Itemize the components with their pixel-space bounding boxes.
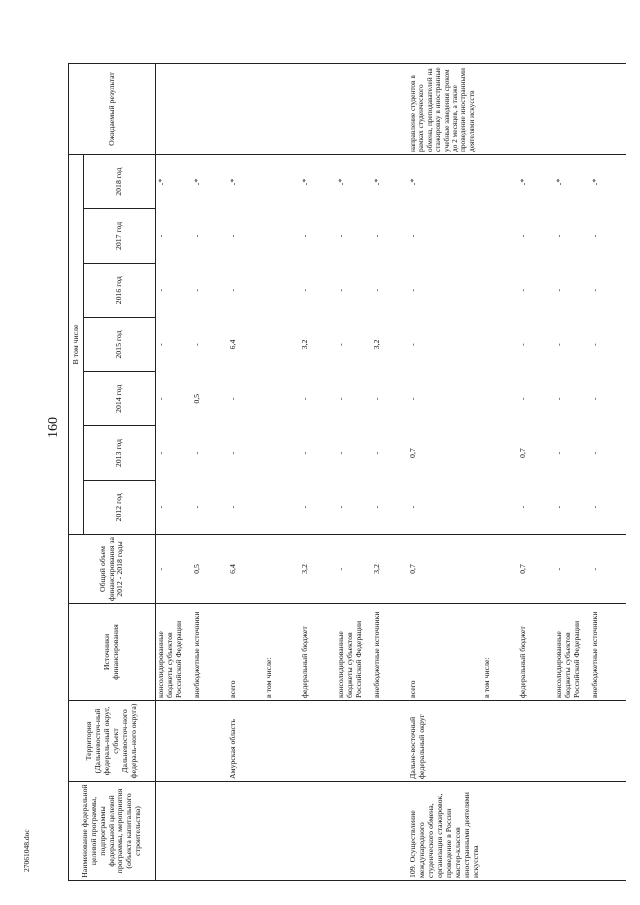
row-2015-cell: -: [408, 343, 417, 346]
row-2013-cell: [482, 426, 518, 480]
row-result-cell: [300, 64, 336, 155]
row-source-cell: федеральный бюджет: [300, 604, 336, 701]
row-total-cell: -: [554, 535, 590, 604]
row-name-cell: [518, 782, 554, 881]
row-result-cell: [336, 64, 372, 155]
table-row: [192, 64, 228, 881]
table-row: [590, 64, 626, 881]
row-2014-cell: -: [336, 397, 345, 401]
row-2018-cell: [482, 155, 518, 209]
row-source-cell: внебюджетные источники: [372, 604, 408, 701]
header-source: Источники финансирования: [69, 604, 156, 701]
row-2012-cell: -: [408, 505, 417, 509]
row-2018-cell: -*: [156, 155, 193, 209]
row-2014-cell: -: [553, 397, 563, 401]
row-2016-cell: -: [553, 288, 563, 292]
table-row: [336, 64, 372, 881]
row-2018-cell: -*: [300, 155, 336, 209]
row-2012-cell: -: [336, 505, 345, 509]
row-2016-cell: -: [156, 288, 165, 292]
row-2015-cell: [264, 317, 300, 371]
row-2013-cell: 0,7: [408, 448, 417, 458]
row-2017-cell: [482, 209, 518, 263]
row-2015-cell: -: [589, 343, 599, 346]
row-source-cell: всего: [408, 604, 482, 701]
row-2013-cell: -: [553, 451, 563, 455]
row-name-cell: [372, 782, 408, 881]
table-row: [372, 64, 408, 881]
row-source-cell: внебюджетные источники: [590, 604, 626, 701]
row-result-cell: [156, 64, 193, 155]
row-result-cell: [372, 64, 408, 155]
row-2015-cell: -: [192, 343, 201, 346]
header-territory: Территория (Дальневосточ-ный федераль-ный округ, субъект Дальневосточ-ного федераль-ного округа): [69, 701, 156, 782]
row-total-cell: 0,5: [192, 535, 228, 604]
row-2015-cell: [482, 317, 518, 371]
row-2016-cell: -: [192, 288, 201, 292]
row-2012-cell: -: [517, 505, 527, 509]
row-result-cell: [482, 64, 518, 155]
row-2017-cell: -: [589, 234, 599, 238]
row-result-cell: [228, 64, 264, 155]
row-2015-cell: -: [156, 343, 165, 346]
row-2015-cell: 3,2: [300, 339, 309, 350]
row-territory-cell: [518, 701, 554, 782]
row-2012-cell: -: [228, 505, 237, 509]
document-id: 27061048.doc: [22, 829, 31, 872]
header-year-2017: 2017 год: [84, 209, 156, 263]
row-2017-cell: -: [553, 234, 563, 238]
row-territory-cell: [300, 701, 336, 782]
row-result-cell: [192, 64, 228, 155]
row-2012-cell: -: [156, 505, 165, 509]
table-header: [69, 64, 156, 881]
row-total-cell: 3,2: [372, 535, 408, 604]
table-row: [554, 64, 590, 881]
row-2012-cell: [264, 480, 300, 534]
page-number: 160: [46, 417, 61, 438]
row-result-cell: направление студентов в рамках студенческого обмена, преподавателей на стажировку в иностранные учебные заведения сроком до 2 месяцев, а также проведение иностранными деятелями искусств: [408, 64, 482, 155]
row-2017-cell: -: [517, 234, 527, 238]
row-territory-cell: [554, 701, 590, 782]
header-year-2016: 2016 год: [84, 263, 156, 317]
row-source-cell: консолидированные бюджеты субъектов Российской Федерации: [554, 604, 590, 701]
row-name-cell: [554, 782, 590, 881]
row-total-cell: 0,7: [408, 535, 482, 604]
row-2018-cell: -*: [192, 155, 228, 209]
row-2018-cell: -*: [228, 155, 264, 209]
row-2018-cell: -*: [518, 155, 554, 209]
row-territory-cell: Дальне-восточный федеральный округ: [408, 701, 482, 782]
row-territory-cell: [336, 701, 372, 782]
row-2015-cell: -: [336, 343, 345, 346]
row-2014-cell: -: [408, 397, 417, 401]
row-2014-cell: -: [372, 397, 381, 401]
row-2017-cell: -: [156, 234, 165, 238]
row-total-cell: [482, 535, 518, 604]
row-2017-cell: [264, 209, 300, 263]
row-2018-cell: -*: [554, 155, 590, 209]
header-year-2012: 2012 год: [84, 480, 156, 534]
row-2016-cell: [482, 263, 518, 317]
row-2012-cell: -: [300, 505, 309, 509]
table-body: [156, 64, 626, 881]
row-territory-cell: [264, 701, 300, 782]
row-name-cell: [590, 782, 626, 881]
row-2014-cell: -: [156, 397, 165, 401]
row-2017-cell: -: [300, 234, 309, 238]
table-row: [300, 64, 336, 881]
row-territory-cell: [192, 701, 228, 782]
row-name-cell: [300, 782, 336, 881]
row-source-cell: консолидированные бюджеты субъектов Российской Федерации: [336, 604, 372, 701]
row-2015-cell: -: [517, 343, 527, 346]
row-2012-cell: -: [553, 505, 563, 509]
table-row: [156, 64, 193, 881]
row-2016-cell: -: [300, 288, 309, 292]
row-2018-cell: -*: [408, 155, 482, 209]
row-source-cell: всего: [228, 604, 264, 701]
row-territory-cell: [372, 701, 408, 782]
row-source-cell: федеральный бюджет: [518, 604, 554, 701]
row-total-cell: -: [590, 535, 626, 604]
row-2013-cell: -: [336, 451, 345, 455]
row-2013-cell: -: [228, 451, 237, 455]
row-territory-cell: Амурская область: [228, 701, 264, 782]
row-2013-cell: -: [300, 451, 309, 455]
row-2012-cell: -: [589, 505, 599, 509]
row-result-cell: [518, 64, 554, 155]
header-year-2013: 2013 год: [84, 426, 156, 480]
row-name-cell: [228, 782, 264, 881]
row-2017-cell: -: [336, 234, 345, 238]
row-2013-cell: -: [372, 451, 381, 455]
row-2016-cell: -: [372, 288, 381, 292]
row-name-cell: [192, 782, 228, 881]
row-2015-cell: 3,2: [372, 339, 381, 350]
row-2017-cell: -: [372, 234, 381, 238]
header-name: Наименование федеральной целевой программы, подпрограммы федеральной целевой программы, мероприятия (объекта капитального строительства): [69, 782, 156, 881]
row-2018-cell: -*: [336, 155, 372, 209]
row-2013-cell: -: [156, 451, 165, 455]
row-result-cell: [554, 64, 590, 155]
header-including: В том числе: [69, 155, 84, 535]
row-2016-cell: -: [517, 288, 527, 292]
row-2015-cell: 6,4: [228, 339, 237, 350]
row-2017-cell: -: [408, 234, 417, 238]
table-row: [518, 64, 554, 881]
row-name-cell: 109. Осуществление международного студенческого обмена, организация стажировок, проведение в России мастер-классов иностранными деятелями искусства: [408, 782, 482, 881]
funding-table: [68, 63, 600, 881]
header-year-2018: 2018 год: [84, 155, 156, 209]
row-2017-cell: -: [228, 234, 237, 238]
row-2016-cell: [264, 263, 300, 317]
row-name-cell: [482, 782, 518, 881]
row-2016-cell: -: [589, 288, 599, 292]
row-2014-cell: -: [589, 397, 599, 401]
row-total-cell: -: [336, 535, 372, 604]
row-2018-cell: -*: [590, 155, 626, 209]
row-2014-cell: -: [300, 397, 309, 401]
header-total: Общий объем финансирования за 2012 - 2018 годы: [69, 535, 156, 604]
row-2013-cell: 0,7: [517, 448, 527, 458]
table-row: [482, 64, 518, 881]
row-result-cell: [264, 64, 300, 155]
row-2016-cell: -: [228, 288, 237, 292]
header-year-2015: 2015 год: [84, 317, 156, 371]
row-total-cell: 6,4: [228, 535, 264, 604]
row-territory-cell: [156, 701, 193, 782]
row-source-cell: в том числе:: [482, 604, 518, 701]
table-row: [264, 64, 300, 881]
row-source-cell: консолидированные бюджеты субъектов Российской Федерации: [156, 604, 193, 701]
row-2012-cell: -: [372, 505, 381, 509]
row-2014-cell: [264, 372, 300, 426]
row-2013-cell: -: [192, 451, 201, 455]
row-territory-cell: [590, 701, 626, 782]
row-2014-cell: 0,5: [192, 393, 201, 404]
row-name-cell: [156, 782, 193, 881]
table-row: [408, 64, 482, 881]
row-2018-cell: -*: [372, 155, 408, 209]
row-2016-cell: -: [336, 288, 345, 292]
row-2013-cell: [264, 426, 300, 480]
row-2016-cell: -: [408, 288, 417, 292]
row-2014-cell: -: [228, 397, 237, 401]
row-2018-cell: [264, 155, 300, 209]
row-total-cell: -: [156, 535, 193, 604]
row-2017-cell: -: [192, 234, 201, 238]
row-2013-cell: -: [589, 451, 599, 455]
row-name-cell: [264, 782, 300, 881]
header-result: Ожидаемый результат: [69, 64, 156, 155]
header-year-2014: 2014 год: [84, 372, 156, 426]
row-total-cell: 0,7: [518, 535, 554, 604]
row-name-cell: [336, 782, 372, 881]
table-row: [228, 64, 264, 881]
row-2012-cell: -: [192, 505, 201, 509]
row-total-cell: 3,2: [300, 535, 336, 604]
row-2012-cell: [482, 480, 518, 534]
row-result-cell: [590, 64, 626, 155]
row-2014-cell: [482, 372, 518, 426]
row-source-cell: в том числе:: [264, 604, 300, 701]
row-2014-cell: -: [517, 397, 527, 401]
row-territory-cell: [482, 701, 518, 782]
row-source-cell: внебюджетные источники: [192, 604, 228, 701]
row-2015-cell: -: [553, 343, 563, 346]
row-total-cell: [264, 535, 300, 604]
